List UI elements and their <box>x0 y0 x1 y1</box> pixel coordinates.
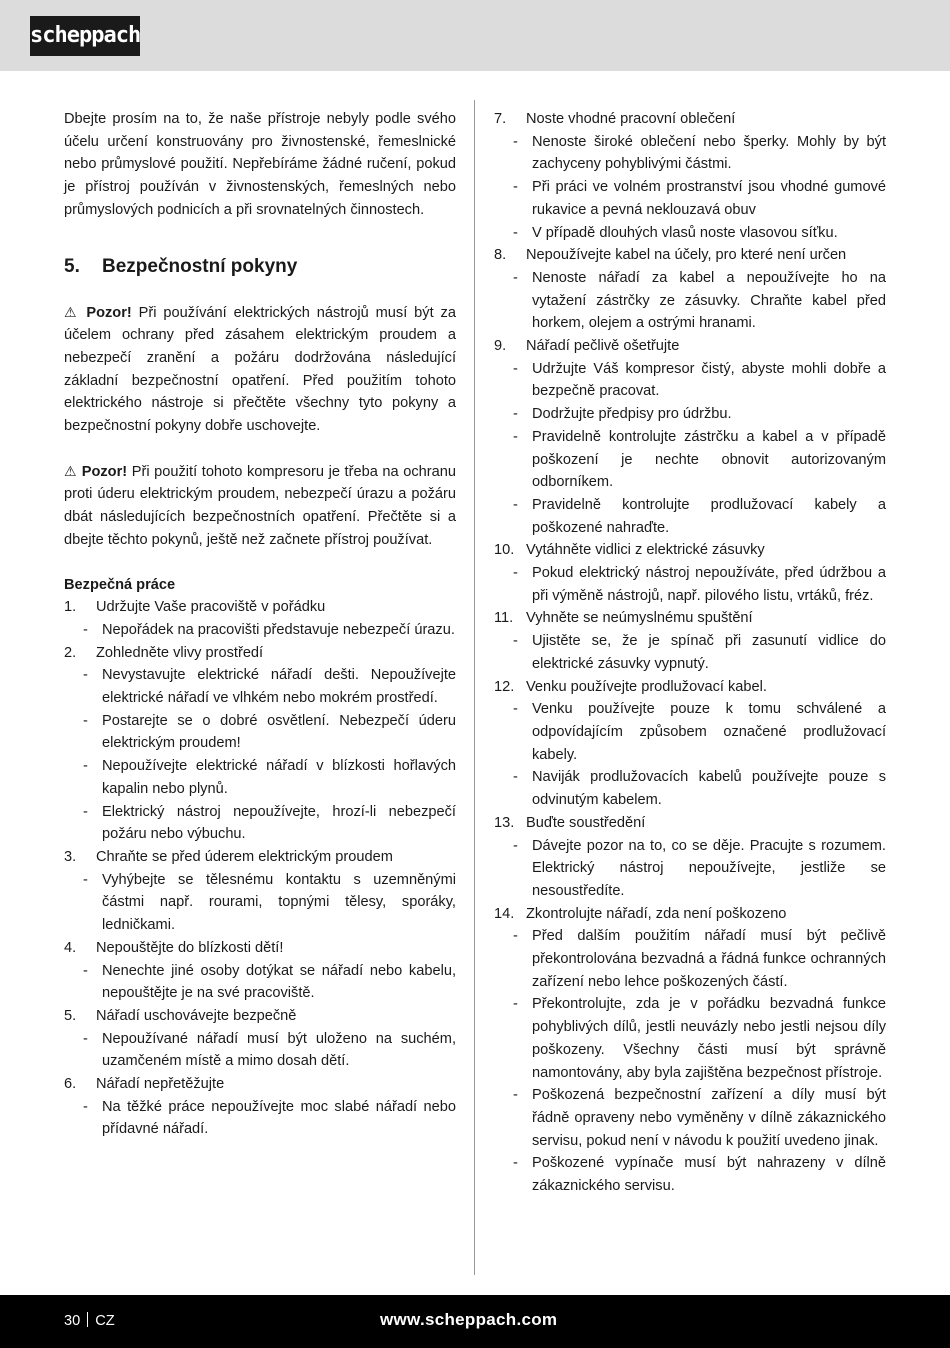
bullet-item: - Při práci ve volném prostranství jsou vhodné gumové rukavice a pevná neklouzavá obuv <box>494 176 886 221</box>
list-item <box>494 676 886 699</box>
bullet-item: - Ujistěte se, že je spínač při zasunutí vidlice do elektrické zásuvky vypnutý. <box>494 630 886 675</box>
item-title: Nářadí nepřetěžujte <box>96 1076 225 1093</box>
warning-triangle-icon: ⚠ <box>64 303 80 320</box>
list-item <box>494 812 886 835</box>
bullet-item: - Pravidelně kontrolujte prodlužovací kabely a poškozené nahraďte. <box>494 494 886 539</box>
list-item <box>64 642 456 665</box>
bullet-item: - Pokud elektrický nástroj nepoužíváte, před údržbou a při výměně nástrojů, např. pilového listu, vrtáků, fréz. <box>494 562 886 607</box>
item-number: 14. <box>494 905 515 922</box>
warning-text: Při použití tohoto kompresoru je třeba na ochranu proti úderu elektrickým proudem, nebezpečí úrazu a požáru dbát následujících bezpečnostních opatření. Přečtěte si a dbejte těchto pokynů, ještě než začnete přístroj používat. <box>64 463 456 548</box>
warning-paragraph-2 <box>64 460 456 552</box>
item-number: 11. <box>494 610 514 627</box>
item-title: Buďte soustředění <box>526 814 646 831</box>
item-number: 6. <box>64 1076 77 1093</box>
page-separator <box>87 1312 88 1327</box>
item-number: 2. <box>64 644 77 661</box>
warning-triangle-icon: ⚠ <box>64 462 78 479</box>
bullet-item: - Nepořádek na pracovišti představuje nebezpečí úrazu. <box>64 619 456 642</box>
bullet-item: - Postarejte se o dobré osvětlení. Nebezpečí úderu elektrickým proudem! <box>64 710 456 755</box>
item-title: Noste vhodné pracovní oblečení <box>526 111 736 127</box>
item-title: Venku používejte prodlužovací kabel. <box>526 678 767 695</box>
list-item <box>64 1005 456 1028</box>
bullet-item: - Poškozené vypínače musí být nahrazeny v dílně zákaznického servisu. <box>494 1152 886 1197</box>
left-column <box>64 108 456 1141</box>
page-header <box>0 0 950 71</box>
list-item <box>494 607 886 630</box>
bullet-item: - Venku používejte pouze k tomu schválené a odpovídajícím způsobem označené prodlužovací kabely. <box>494 698 886 766</box>
website-link[interactable]: www.scheppach.com <box>380 1310 558 1329</box>
item-number: 5. <box>64 1007 77 1024</box>
bullet-item: - Nepoužívejte elektrické nářadí v blízkosti hořlavých kapalin nebo plynů. <box>64 755 456 800</box>
bullet-item: - Dodržujte předpisy pro údržbu. <box>494 403 886 426</box>
warning-label: Pozor! <box>86 304 132 321</box>
bullet-item: - Dávejte pozor na to, co se děje. Pracujte s rozumem. Elektrický nástroj nepoužívejte, jestliže se nesoustředíte. <box>494 835 886 903</box>
item-number: 4. <box>64 939 77 956</box>
section-heading <box>64 244 456 301</box>
item-number: 3. <box>64 848 77 865</box>
warning-label: Pozor! <box>81 463 128 480</box>
list-item <box>494 244 886 267</box>
list-item <box>494 539 886 562</box>
column-divider <box>474 100 475 1275</box>
item-title: Zohledněte vlivy prostředí <box>96 644 264 661</box>
language-code: CZ <box>95 1313 115 1329</box>
bullet-item: - Na těžké práce nepoužívejte moc slabé nářadí nebo přídavné nářadí. <box>64 1096 456 1141</box>
warning-text: Při používání elektrických nástrojů musí být za účelem ochrany před zásahem elektrickým proudem a nebezpečí zranění a požáru dodržována následující základní bezpečnostní opatření. Před použitím tohoto elektrického nástroje si přečtěte všechny tyto pokyny a bezpečnostní pokyny dobře uschovejte. <box>64 304 456 435</box>
section-number: 5. <box>64 255 80 277</box>
safety-list-left <box>64 596 456 1141</box>
right-column <box>494 108 886 1198</box>
item-title: Zkontrolujte nářadí, zda není poškozeno <box>526 905 787 922</box>
bullet-item: - Elektrický nástroj nepoužívejte, hrozí-li nebezpečí požáru nebo výbuchu. <box>64 801 456 846</box>
section-title: Bezpečnostní pokyny <box>102 255 298 277</box>
bullet-item: - Naviják prodlužovacích kabelů používejte pouze s odvinutým kabelem. <box>494 766 886 811</box>
item-title: Nářadí pečlivě ošetřujte <box>526 338 680 355</box>
item-title: Nepoužívejte kabel na účely, pro které není určen <box>526 247 847 264</box>
brand-logo: scheppach <box>30 16 140 56</box>
bullet-item: - Udržujte Váš kompresor čistý, abyste mohli dobře a bezpečně pracovat. <box>494 358 886 403</box>
bullet-item: - Nenoste nářadí za kabel a nepoužívejte ho na vytažení zástrčky ze zásuvky. Chraňte kabel před horkem, olejem a ostrými hranami. <box>494 267 886 335</box>
page-footer <box>0 1295 950 1348</box>
list-item <box>494 108 886 131</box>
bullet-item: - Nenoste široké oblečení nebo šperky. Mohly by být zachyceny pohyblivými částmi. <box>494 131 886 176</box>
warning-paragraph-1 <box>64 301 456 438</box>
item-number: 13. <box>494 814 515 831</box>
item-number: 10. <box>494 542 515 559</box>
list-item <box>64 596 456 619</box>
list-item <box>64 846 456 869</box>
bullet-item: - Vyhýbejte se tělesnému kontaktu s uzemněnými částmi např. rourami, topnými tělesy, sporáky, ledničkami. <box>64 869 456 937</box>
bullet-item: - Nenechte jiné osoby dotýkat se nářadí nebo kabelu, nepouštějte je na své pracoviště. <box>64 960 456 1005</box>
bullet-item: - Překontrolujte, zda je v pořádku bezvadná funkce pohyblivých dílů, jestli neuvázly nebo jestli nejsou díly poškozeny. Všechny části musí být správně namontovány, aby byla zajištěna bezpečnost přístroje. <box>494 993 886 1084</box>
page-number-value: 30 <box>64 1313 81 1329</box>
item-title: Udržujte Vaše pracoviště v pořádku <box>96 599 326 616</box>
bullet-item: - Před dalším použitím nářadí musí být pečlivě překontrolována bezvadná a řádná funkce ochranných zařízení nebo lehce poškozených částí. <box>494 925 886 993</box>
item-title: Chraňte se před úderem elektrickým proudem <box>96 848 393 865</box>
item-title: Vytáhněte vidlici z elektrické zásuvky <box>526 542 765 559</box>
item-title: Nepouštějte do blízkosti dětí! <box>96 939 284 956</box>
list-item <box>494 903 886 926</box>
item-number: 9. <box>494 338 507 355</box>
list-item <box>64 937 456 960</box>
bullet-item: - Pravidelně kontrolujte zástrčku a kabel a v případě poškození je nechte obnovit autorizovaným odborníkem. <box>494 426 886 494</box>
item-number: 1. <box>64 599 77 616</box>
subheading: Bezpečná práce <box>64 576 176 593</box>
item-number: 8. <box>494 247 507 264</box>
bullet-item: - V případě dlouhých vlasů noste vlasovou síťku. <box>494 222 886 245</box>
item-number: 7. <box>494 111 507 127</box>
bullet-item: - Poškozená bezpečnostní zařízení a díly musí být řádně opraveny nebo vyměněny v dílně zákaznického servisu, pokud není v návodu k použití uvedeno jinak. <box>494 1084 886 1152</box>
item-number: 12. <box>494 678 515 695</box>
bullet-item: - Nevystavujte elektrické nářadí dešti. Nepoužívejte elektrické nářadí ve vlhkém nebo mokrém prostředí. <box>64 664 456 709</box>
bullet-item: - Nepoužívané nářadí musí být uloženo na suchém, uzamčeném místě a mimo dosah dětí. <box>64 1028 456 1073</box>
intro-paragraph: Dbejte prosím na to, že naše přístroje nebyly podle svého účelu určení konstruovány pro živnostenské, řemeslnické nebo průmyslové použití. Nepřebíráme žádné ručení, pokud je přístroj používán v živnostenských, řemeslných nebo průmyslových podnicích a při srovnatelných činnostech. <box>64 111 456 218</box>
list-item <box>494 335 886 358</box>
list-item <box>64 1073 456 1096</box>
safety-list-right <box>494 108 886 1198</box>
page-number <box>64 1310 115 1332</box>
item-title: Nářadí uschovávejte bezpečně <box>96 1007 297 1024</box>
item-title: Vyhněte se neúmyslnému spuštění <box>526 610 753 627</box>
